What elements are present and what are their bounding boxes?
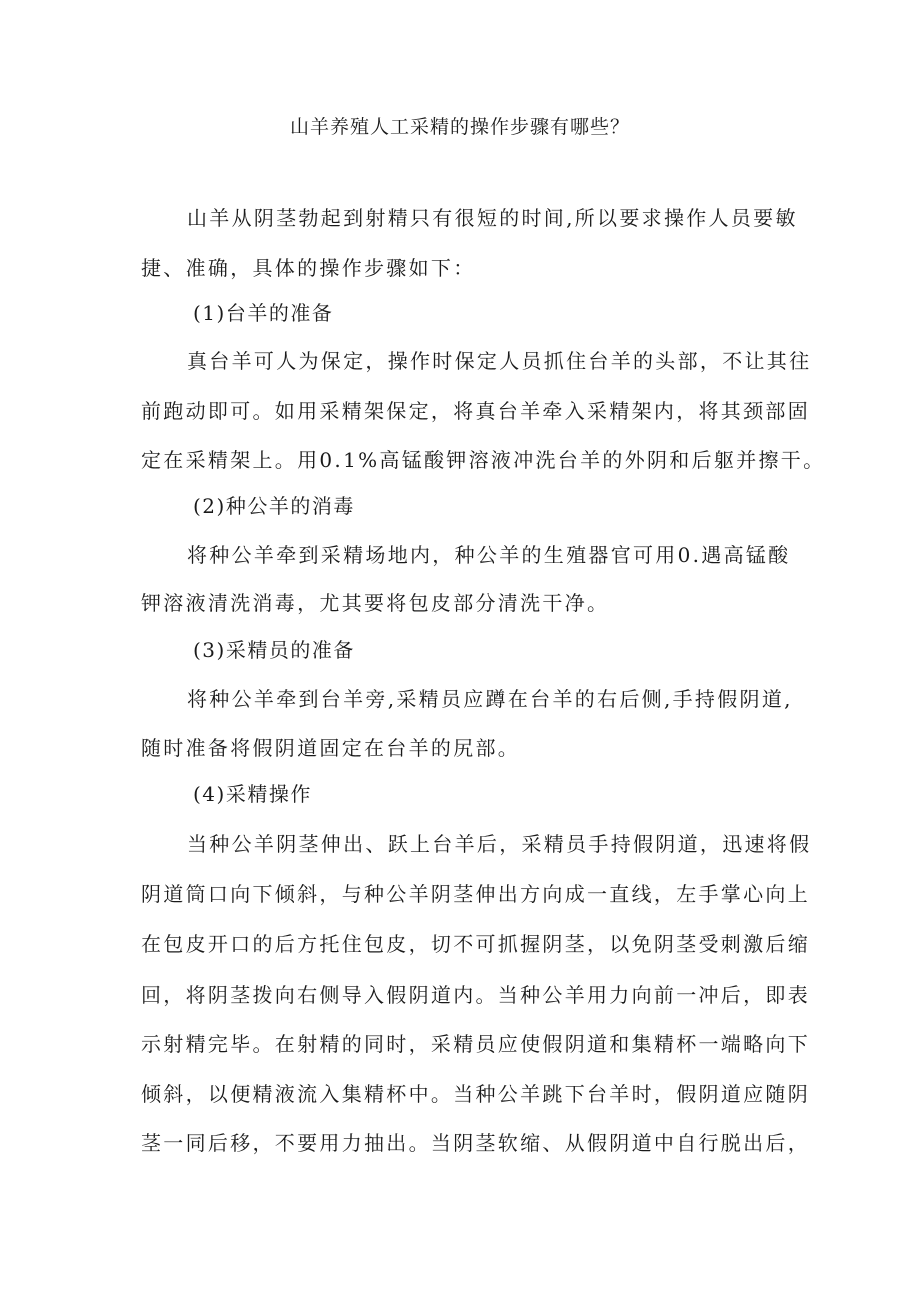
paragraph-line: 山羊从阴茎勃起到射精只有很短的时间,所以要求操作人员要敏 xyxy=(187,206,798,230)
paragraph-line: 示射精完毕。在射精的同时，采精员应使假阴道和集精杯一端略向下 xyxy=(141,1032,810,1056)
paragraph-line: 阴道筒口向下倾斜，与种公羊阴茎伸出方向成一直线，左手掌心向上 xyxy=(141,882,810,906)
section-heading: (3)采精员的准备 xyxy=(193,638,355,662)
paragraph-line: 茎一同后移，不要用力抽出。当阴茎软缩、从假阴道中自行脱出后， xyxy=(141,1131,810,1155)
paragraph-line: 当种公羊阴茎伸出、跃上台羊后，采精员手持假阴道，迅速将假 xyxy=(187,832,812,856)
section-heading: (2)种公羊的消毒 xyxy=(193,494,355,518)
section-heading: (1)台羊的准备 xyxy=(193,301,334,325)
paragraph-line: 回，将阴茎拨向右侧导入假阴道内。当种公羊用力向前一冲后，即表 xyxy=(141,983,810,1007)
paragraph-line: 将种公羊牵到台羊旁,采精员应蹲在台羊的右后侧,手持假阴道, xyxy=(187,687,793,711)
paragraph-line: 捷、准确，具体的操作步骤如下： xyxy=(141,256,476,280)
paragraph-line: 定在采精架上。用0.1%高锰酸钾溶液冲洗台羊的外阴和后躯并擦干。 xyxy=(141,448,826,472)
paragraph-line: 将种公羊牵到采精场地内，种公羊的生殖器官可用0.遇高锰酸 xyxy=(187,543,791,567)
paragraph-line: 随时准备将假阴道固定在台羊的尻部。 xyxy=(141,736,521,760)
page-title: 山羊养殖人工采精的操作步骤有哪些？ xyxy=(289,116,630,138)
paragraph-line: 钾溶液清洗消毒，尤其要将包皮部分清洗干净。 xyxy=(141,591,610,615)
paragraph-line: 在包皮开口的后方托住包皮，切不可抓握阴茎，以免阴茎受刺激后缩 xyxy=(141,932,810,956)
section-heading: (4)采精操作 xyxy=(193,782,312,806)
paragraph-line: 前跑动即可。如用采精架保定，将真台羊牵入采精架内，将其颈部固 xyxy=(141,399,810,423)
paragraph-line: 真台羊可人为保定，操作时保定人员抓住台羊的头部，不让其往 xyxy=(187,349,812,373)
paragraph-line: 倾斜，以便精液流入集精杯中。当种公羊跳下台羊时，假阴道应随阴 xyxy=(141,1082,810,1106)
